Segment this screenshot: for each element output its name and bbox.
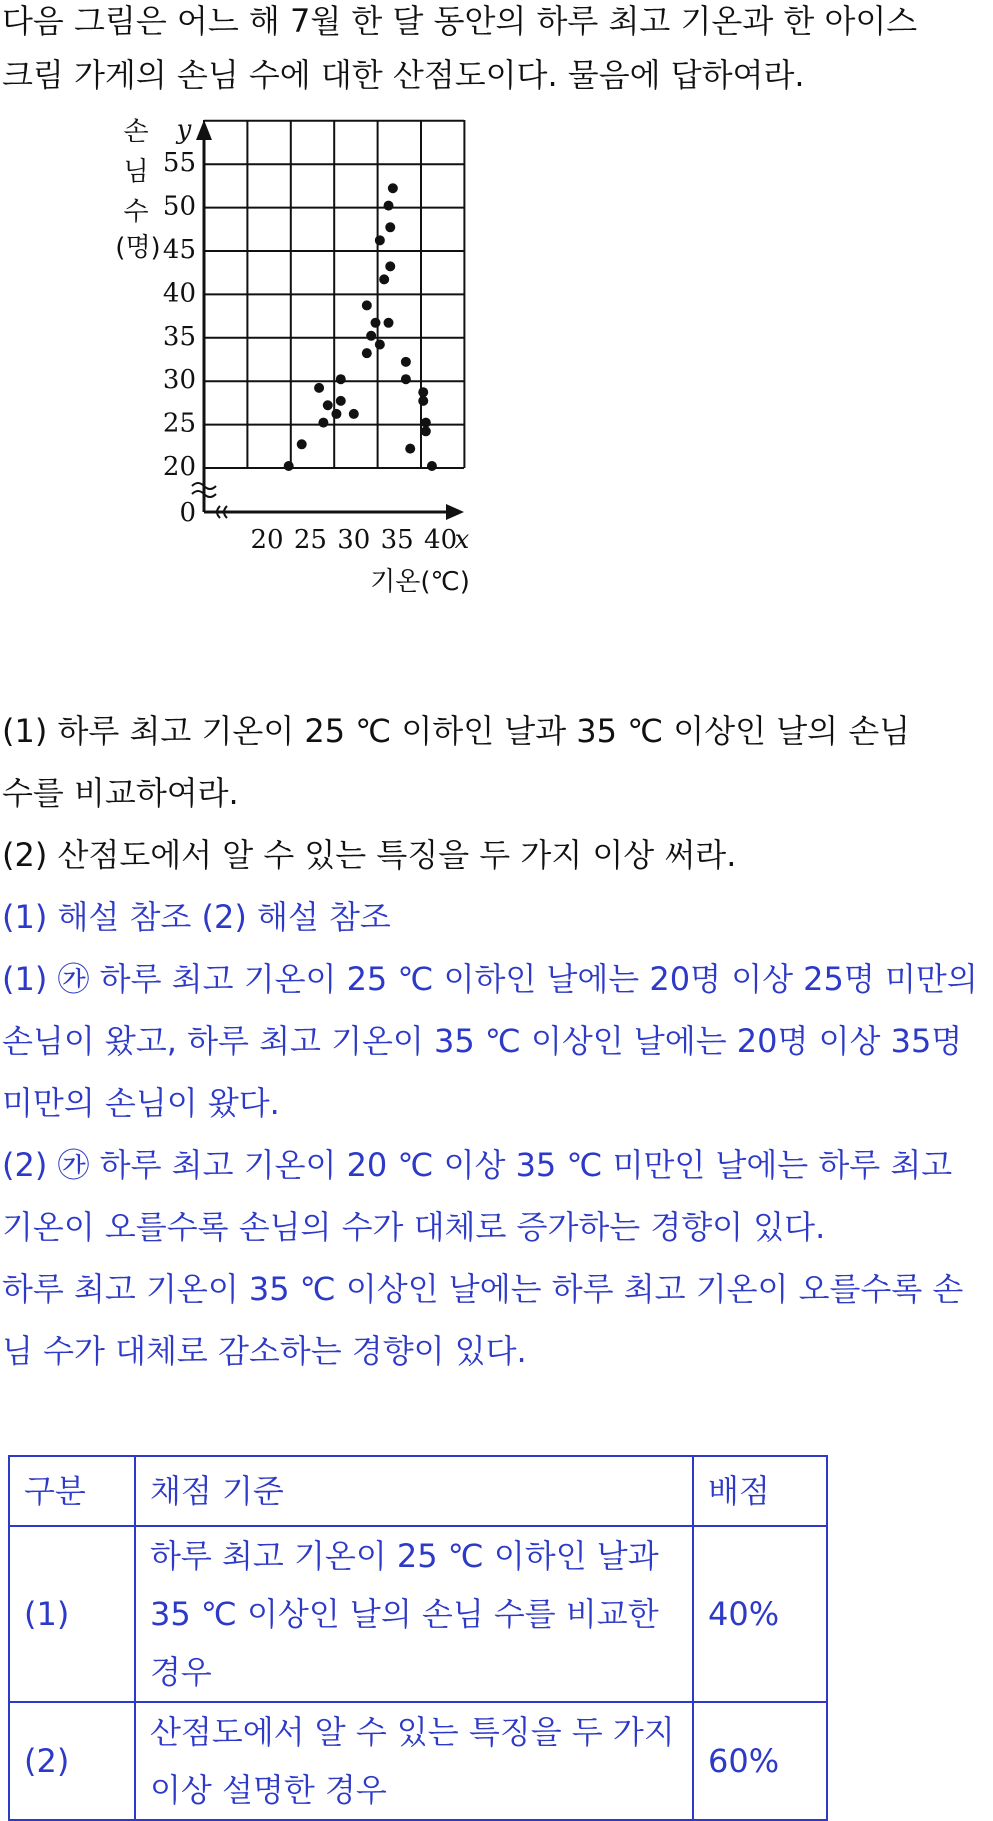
answer-2-line-1: (2) ㉮ 하루 최고 기온이 20 ℃ 이상 35 ℃ 미만인 날에는 하루 최고 — [2, 1146, 953, 1184]
data-point — [385, 222, 395, 232]
y-tick-label: 30 — [162, 365, 196, 396]
x-axis-label: 기온(℃) — [370, 567, 470, 597]
y-tick-label: 25 — [162, 408, 196, 439]
answer-1-line-1: (1) ㉮ 하루 최고 기온이 25 ℃ 이하인 날에는 20명 이상 25명 미만의 — [2, 960, 978, 998]
header-score: 배점 — [693, 1456, 827, 1526]
data-point — [362, 300, 372, 310]
grading-table — [8, 1455, 828, 1821]
data-point — [331, 409, 341, 419]
data-point — [379, 274, 389, 284]
x-tick-label: 35 — [380, 525, 414, 555]
answer-2-line-4: 님 수가 대체로 감소하는 경향이 있다. — [2, 1332, 527, 1370]
data-point — [297, 439, 307, 449]
data-point — [349, 409, 359, 419]
y-axis-label: 수 — [123, 197, 149, 227]
row-score: 60% — [693, 1702, 827, 1820]
data-point — [421, 418, 431, 428]
grading-row — [9, 1526, 827, 1702]
row-part: (2) — [9, 1702, 135, 1820]
chart-axes — [192, 120, 464, 520]
data-point — [284, 461, 294, 471]
grading-row — [9, 1702, 827, 1820]
y-tick-label: 50 — [162, 191, 196, 222]
y-axis-label: (명) — [115, 233, 161, 263]
y-axis-label: 님 — [123, 157, 149, 187]
data-point — [401, 374, 411, 384]
data-point — [314, 383, 324, 393]
x-variable-label: x — [454, 525, 470, 555]
y-tick-label: 20 — [162, 452, 196, 482]
data-point — [371, 318, 381, 328]
data-point — [375, 235, 385, 245]
row-criteria: 하루 최고 기온이 25 ℃ 이하인 날과 35 ℃ 이상인 날의 손님 수를 비교한 경우 — [135, 1526, 693, 1702]
answer-summary: (1) 해설 참조 (2) 해설 참조 — [2, 898, 391, 936]
y-tick-label: 55 — [162, 148, 196, 179]
data-point — [375, 339, 385, 349]
row-score: 40% — [693, 1526, 827, 1702]
x-tick-label: 25 — [293, 525, 327, 555]
y-tick-label: 35 — [162, 321, 196, 352]
y-tick-label: 45 — [162, 235, 196, 265]
data-point — [385, 261, 395, 271]
y-tick-label: 40 — [162, 278, 196, 309]
data-point — [427, 461, 437, 471]
chart-points — [284, 183, 437, 471]
data-point — [318, 418, 328, 428]
sub-question-1-line-2: 수를 비교하여라. — [2, 774, 239, 812]
data-point — [405, 444, 415, 454]
data-point — [336, 374, 346, 384]
grading-header-row — [9, 1456, 827, 1526]
x-axis-arrow — [446, 504, 464, 520]
row-criteria: 산점도에서 알 수 있는 특징을 두 가지 이상 설명한 경우 — [135, 1702, 693, 1820]
data-point — [384, 318, 394, 328]
data-point — [362, 348, 372, 358]
data-point — [418, 387, 428, 397]
data-point — [401, 357, 411, 367]
x-tick-label: 30 — [337, 525, 371, 555]
row-part: (1) — [9, 1526, 135, 1702]
data-point — [366, 331, 376, 341]
answer-1-line-3: 미만의 손님이 왔다. — [2, 1084, 280, 1122]
header-criteria: 채점 기준 — [135, 1456, 693, 1526]
answer-1-line-2: 손님이 왔고, 하루 최고 기온이 35 ℃ 이상인 날에는 20명 이상 35명 — [2, 1022, 963, 1060]
chart-labels — [115, 115, 470, 597]
answer-2-line-3: 하루 최고 기온이 35 ℃ 이상인 날에는 하루 최고 기온이 오를수록 손 — [2, 1270, 964, 1308]
question-line-2: 크림 가게의 손님 수에 대한 산점도이다. 물음에 답하여라. — [2, 56, 805, 94]
sub-question-2: (2) 산점도에서 알 수 있는 특징을 두 가지 이상 써라. — [2, 836, 737, 874]
data-point — [418, 396, 428, 406]
answer-2-line-2: 기온이 오를수록 손님의 수가 대체로 증가하는 경향이 있다. — [2, 1208, 826, 1246]
x-tick-label: 20 — [250, 525, 284, 555]
y-axis-arrow — [196, 120, 212, 140]
sub-question-1-line-1: (1) 하루 최고 기온이 25 ℃ 이하인 날과 35 ℃ 이상인 날의 손님 — [2, 712, 911, 750]
data-point — [421, 426, 431, 436]
header-part: 구분 — [9, 1456, 135, 1526]
y-variable-label: y — [176, 115, 192, 145]
y-axis-label: 손 — [123, 117, 149, 147]
data-point — [384, 201, 394, 211]
x-tick-label: 40 — [424, 525, 458, 555]
question-line-1: 다음 그림은 어느 해 7월 한 달 동안의 하루 최고 기온과 한 아이스 — [2, 2, 918, 40]
data-point — [336, 396, 346, 406]
origin-label: 0 — [179, 498, 196, 528]
data-point — [388, 183, 398, 193]
data-point — [323, 400, 333, 410]
scatter-plot — [115, 115, 560, 678]
